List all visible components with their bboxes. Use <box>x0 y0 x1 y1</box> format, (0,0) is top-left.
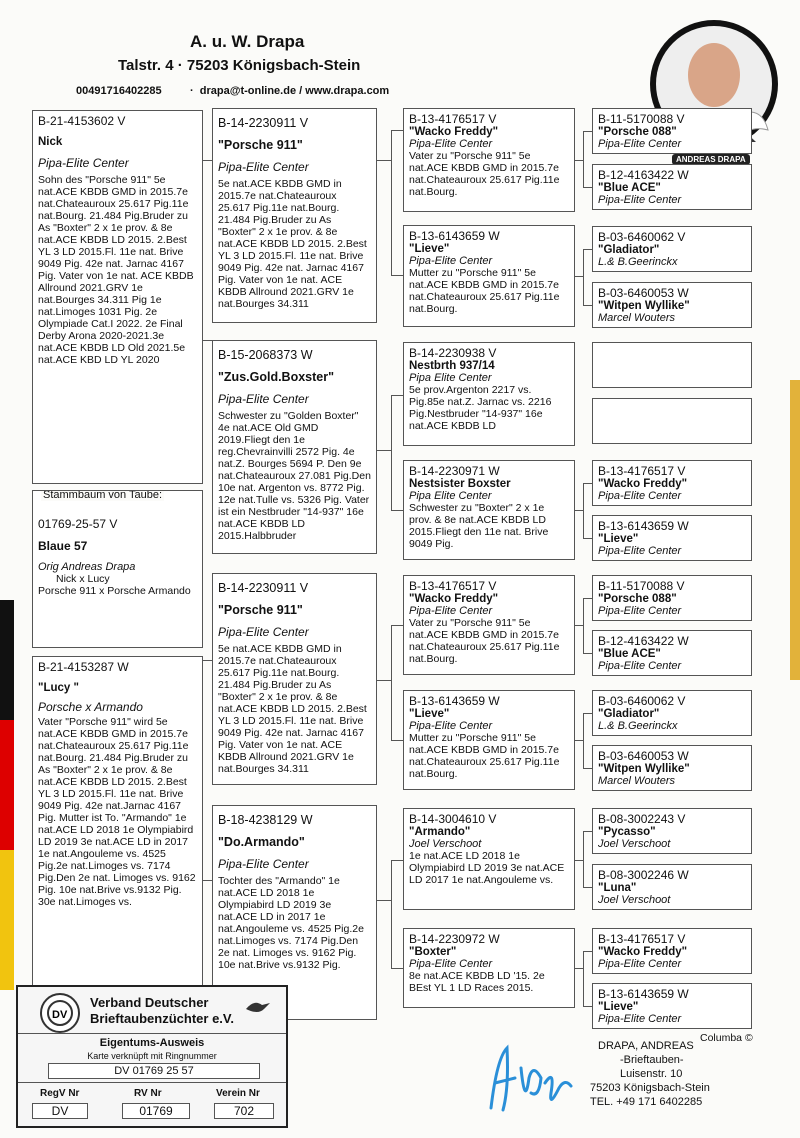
gen4-card-3 <box>592 226 752 272</box>
rv-value: 01769 <box>122 1103 190 1119</box>
connector-line <box>377 900 391 901</box>
connector-line <box>575 968 583 969</box>
footer-phone: TEL. +49 171 6402285 <box>590 1096 703 1108</box>
gen3-name: "Boxter" <box>409 946 457 958</box>
gen4-ring: B-13-6143659 W <box>598 519 689 533</box>
connector-line <box>391 395 392 510</box>
gen4-name: "Lieve" <box>598 533 639 545</box>
gen4-origin: Pipa-Elite Center <box>598 605 682 617</box>
gen4-card-14 <box>592 864 752 910</box>
gen4-name: "Wacko Freddy" <box>598 946 688 958</box>
connector-line <box>583 887 592 888</box>
connector-line <box>377 160 391 161</box>
connector-line <box>583 831 592 832</box>
footer-city: 75203 Königsbach-Stein <box>590 1082 710 1094</box>
contact-text: drapa@t-online.de / www.drapa.com <box>199 85 390 97</box>
subject-origin: Orig Andreas Drapa <box>38 561 136 573</box>
connector-line <box>575 740 583 741</box>
connector-line <box>583 483 592 484</box>
gen3-card-8 <box>403 928 575 1008</box>
gen4-name: "Blue ACE" <box>598 648 661 660</box>
dam-text: Vater "Porsche 911" wird 5e nat.ACE KBDB GMD in 2015.7e nat.Chateauroux 25.617 Pig.11e nat.Bourg. 21.484 Pig.Bruder zu As "Boxter" 2 x 1e prov. & 8e nat.ACE KBDB LD 2015. 2.Best YL 3 LD 2015.Fl. 11e nat. Brive 9049 Pig. 42e nat.Jarnac 4167 Pig. Mutter ist To. "Armando" 1e nat.ACE LD 2018 1e Olympiabird LD 2019 3e nat.ACE LD in 2017 1e nat.Angouleme vs. 4525 Pig.2e nat.Limoges vs. 7174 Pig.Den 2e nat. Limoges vs. 9162 Pig. 10e nat.Brive vs.9132 Pig. 30e nat.Limoges vs. <box>38 716 196 908</box>
sire-card <box>32 110 203 484</box>
connector-line <box>583 305 592 306</box>
connector-line <box>583 131 592 132</box>
connector-line <box>583 713 592 714</box>
subject-parents: Nick x Lucy <box>56 573 110 585</box>
connector-line <box>583 187 592 188</box>
gen2-name: "Zus.Gold.Boxster" <box>218 370 335 384</box>
gen4-origin: Pipa-Elite Center <box>598 138 682 150</box>
connector-line <box>575 625 583 626</box>
subject-card <box>32 490 203 648</box>
gen3-card-7 <box>403 808 575 910</box>
gen2-ring: B-18-4238129 W <box>218 813 313 827</box>
gen4-ring: B-13-4176517 V <box>598 932 686 946</box>
gen3-ring: B-13-6143659 W <box>409 694 500 708</box>
breeder-contact: · drapa@t-online.de / www.drapa.com <box>190 85 390 97</box>
gen3-name: "Wacko Freddy" <box>409 593 499 605</box>
association-name-1: Verband Deutscher <box>90 995 209 1010</box>
association-logo-icon <box>40 993 80 1033</box>
gen4-ring: B-08-3002243 V <box>598 812 686 826</box>
card-divider <box>18 1082 286 1083</box>
connector-line <box>583 768 592 769</box>
connector-line <box>583 249 584 305</box>
gen4-origin: Pipa-Elite Center <box>598 1013 682 1025</box>
footer-name: DRAPA, ANDREAS <box>598 1040 694 1052</box>
gen2-origin: Pipa-Elite Center <box>218 625 309 639</box>
gen3-card-1 <box>403 108 575 212</box>
gen4-card-11 <box>592 690 752 736</box>
signature-icon <box>485 1038 575 1118</box>
gen4-name: "Wacko Freddy" <box>598 478 688 490</box>
connector-line <box>391 625 392 740</box>
connector-line <box>391 625 403 626</box>
gen4-card-13 <box>592 808 752 854</box>
gen4-card-15 <box>592 928 752 974</box>
gen3-ring: B-13-4176517 V <box>409 579 497 593</box>
gen3-name: "Lieve" <box>409 243 450 255</box>
sire-origin: Pipa-Elite Center <box>38 156 129 170</box>
gen4-ring: B-11-5170088 V <box>598 112 685 126</box>
gen4-origin: Pipa-Elite Center <box>598 545 682 557</box>
gen3-origin: Pipa-Elite Center <box>409 255 493 267</box>
gen2-card-3 <box>212 573 377 785</box>
connector-line <box>391 510 403 511</box>
gen4-card-10 <box>592 630 752 676</box>
connector-line <box>391 130 403 131</box>
connector-line <box>583 713 584 768</box>
dam-ring: B-21-4153287 W <box>38 660 129 674</box>
gen4-origin: L.& B.Geerinckx <box>598 720 678 732</box>
connector-line <box>575 860 583 861</box>
association-name-2: Brieftaubenzüchter e.V. <box>90 1011 235 1026</box>
gen4-card-12 <box>592 745 752 791</box>
gen3-name: Nestsister Boxster <box>409 478 511 490</box>
gen3-ring: B-14-2230971 W <box>409 464 500 478</box>
connector-line <box>583 598 584 653</box>
pigeon-emblem-icon <box>244 997 272 1017</box>
connector-line <box>583 538 592 539</box>
gen4-ring: B-13-6143659 W <box>598 987 689 1001</box>
connector-line <box>203 660 212 661</box>
connector-line <box>391 860 392 968</box>
connector-line <box>583 1006 592 1007</box>
gen4-name: "Lieve" <box>598 1001 639 1013</box>
gen3-origin: Pipa-Elite Center <box>409 720 493 732</box>
sire-name: Nick <box>38 136 63 148</box>
gen2-card-1 <box>212 108 377 323</box>
right-edge-stripe <box>790 380 800 680</box>
card-title: Eigentums-Ausweis <box>99 1037 205 1049</box>
gen2-name: "Porsche 911" <box>218 138 303 152</box>
footer-credit: Columba © <box>700 1032 753 1044</box>
svg-text:D: D <box>52 1009 60 1021</box>
gen2-text: 5e nat.ACE KBDB GMD in 2015.7e nat.Chateauroux 25.617 Pig.11e nat.Bourg. 21.484 Pig.Bruder zu As "Boxter" 2 x 1e prov. & 8e nat.ACE KBDB LD 2015. 2.Best YL 3 LD 2015.Fl. 11e nat. Brive 9049 Pig. 42e nat. Jarnac 4167 Pig. Vater von 1e nat. ACE KBDB Allround 2021.GRV 1e nat.Bourges 34.311 <box>218 643 367 775</box>
gen4-ring: B-12-4163422 W <box>598 634 689 648</box>
flag-stripe-black <box>0 600 14 720</box>
gen2-text: Schwester zu "Golden Boxter" 4e nat.ACE Old GMD 2019.Fliegt den 1e reg.Chevrainvilli 2572 Pig. 4e nat.Z. Bourges 5694 P. Den 9e nat.Chateauroux 27.081 Pig.Den 10e nat. Argenton vs. 8772 Pig. 12e nat.Tulle vs. 5326 Pig. Vater ist ein Nestbruder "14-937" 16e nat.ACE KBDB LD 2015.Halbbruder <box>218 410 371 542</box>
gen4-card-9 <box>592 575 752 621</box>
gen3-name: "Armando" <box>409 826 471 838</box>
gen4-name: "Gladiator" <box>598 244 660 256</box>
gen4-ring: B-08-3002246 W <box>598 868 689 882</box>
col-regv-header: RegV Nr <box>40 1088 80 1099</box>
gen2-card-2 <box>212 340 377 554</box>
gen4-card-16 <box>592 983 752 1029</box>
ownership-card <box>16 985 288 1128</box>
gen3-origin: Pipa Elite Center <box>409 490 492 502</box>
gen4-card-4 <box>592 282 752 328</box>
breeder-name: A. u. W. Drapa <box>190 32 305 51</box>
connector-line <box>583 831 584 887</box>
connector-line <box>583 951 584 1006</box>
connector-line <box>391 275 403 276</box>
photo-label: ANDREAS DRAPA <box>672 154 750 165</box>
gen3-card-6 <box>403 690 575 790</box>
sire-ring: B-21-4153602 V <box>38 114 126 128</box>
gen4-ring: B-13-4176517 V <box>598 464 686 478</box>
gen2-ring: B-14-2230911 V <box>218 581 309 595</box>
connector-line <box>391 740 403 741</box>
gen4-origin: Pipa-Elite Center <box>598 194 682 206</box>
gen2-origin: Pipa-Elite Center <box>218 392 309 406</box>
gen4-name: "Witpen Wyllike" <box>598 300 690 312</box>
gen3-name: Nestbrth 937/14 <box>409 360 495 372</box>
connector-line <box>583 249 592 250</box>
gen2-origin: Pipa-Elite Center <box>218 857 309 871</box>
gen4-name: "Pycasso" <box>598 826 656 838</box>
dam-origin: Porsche x Armando <box>38 700 143 714</box>
gen3-card-4 <box>403 460 575 560</box>
connector-line <box>575 160 583 161</box>
sire-text: Sohn des "Porsche 911" 5e nat.ACE KBDB GMD in 2015.7e nat.Chateauroux 25.617 Pig.11e nat.Bourg. 21.484 Pig.Bruder zu As "Boxter" 2 x 1e prov. & 8e nat.ACE KBDB LD 2015. 2.Best YL 3 LD 2015.Fl. 11e nat. Brive 9049 Pig. 42e nat. Jarnac 4167 Pig. Vater von 1e nat. ACE KBDB Allround 2021.GRV 1e nat.Bourges 34.311 Pig 1e nat.Limoges 1031 Pig. 2e Olympiade Cat.I 2022. 2e Final Derby Arona 2020-2021.3e nat.ACE KBDB LD Old 2021.5e nat.ACE KBD LD YL 2020 <box>38 174 194 366</box>
regv-value: DV <box>32 1103 88 1119</box>
gen3-text: Vater zu "Porsche 911" 5e nat.ACE KBDB GMD in 2015.7e nat.Chateauroux 25.617 Pig.11e nat.Bourg. <box>409 617 560 665</box>
gen4-ring: B-12-4163422 W <box>598 168 689 182</box>
gen3-origin: Pipa Elite Center <box>409 372 492 384</box>
connector-line <box>575 510 583 511</box>
gen3-name: "Wacko Freddy" <box>409 126 499 138</box>
connector-line <box>575 276 583 277</box>
gen3-card-5 <box>403 575 575 675</box>
dam-name: "Lucy " <box>38 682 79 694</box>
gen3-ring: B-13-6143659 W <box>409 229 500 243</box>
gen4-name: "Porsche 088" <box>598 126 677 138</box>
gen4-origin: Joel Verschoot <box>598 838 671 850</box>
connector-line <box>203 340 212 341</box>
gen3-origin: Pipa-Elite Center <box>409 138 493 150</box>
gen4-card-8 <box>592 515 752 561</box>
gen3-text: Vater zu "Porsche 911" 5e nat.ACE KBDB GMD in 2015.7e nat.Chateauroux 25.617 Pig.11e nat.Bourg. <box>409 150 560 198</box>
gen2-ring: B-15-2068373 W <box>218 348 313 362</box>
footer-street: Luisenstr. 10 <box>620 1068 683 1080</box>
flag-stripe-red <box>0 720 14 850</box>
dam-card <box>32 656 203 986</box>
gen3-card-3 <box>403 342 575 446</box>
connector-line <box>391 395 403 396</box>
connector-line <box>391 130 392 275</box>
flag-stripe-gold <box>0 850 14 990</box>
connector-line <box>203 160 212 161</box>
verein-value: 702 <box>214 1103 274 1119</box>
signature <box>485 1038 575 1118</box>
gen4-origin: L.& B.Geerinckx <box>598 256 678 268</box>
card-divider <box>18 1033 286 1034</box>
gen4-card-6 <box>592 398 752 444</box>
gen2-name: "Do.Armando" <box>218 835 305 849</box>
subject-grandparents: Porsche 911 x Porsche Armando <box>38 585 191 597</box>
gen4-ring: B-03-6460053 W <box>598 286 689 300</box>
gen4-card-5 <box>592 342 752 388</box>
gen2-origin: Pipa-Elite Center <box>218 160 309 174</box>
gen4-ring: B-03-6460053 W <box>598 749 689 763</box>
gen4-name: "Porsche 088" <box>598 593 677 605</box>
gen3-name: "Lieve" <box>409 708 450 720</box>
gen4-ring: B-03-6460062 V <box>598 694 686 708</box>
gen3-text: Mutter zu "Porsche 911" 5e nat.ACE KBDB GMD in 2015.7e nat.Chateauroux 25.617 Pig.11e nat.Bourg. <box>409 732 560 780</box>
gen4-name: "Gladiator" <box>598 708 660 720</box>
gen3-ring: B-14-2230972 W <box>409 932 500 946</box>
connector-line <box>583 951 592 952</box>
gen2-text: Tochter des "Armando" 1e nat.ACE LD 2018 1e Olympiabird LD 2019 3e nat.ACE LD in 2017 1e nat.Angouleme vs. 4525 Pig.2e nat.Limoges vs. 7174 Pig.Den 2e nat. Limoges vs. 9162 Pig. 10e nat.Brive vs.9132 Pig. <box>218 875 364 971</box>
connector-line <box>391 968 403 969</box>
connector-line <box>391 860 403 861</box>
breeder-phone: 00491716402285 <box>76 85 162 97</box>
connector-line <box>583 598 592 599</box>
svg-text:V: V <box>60 1009 68 1021</box>
gen4-ring: B-11-5170088 V <box>598 579 685 593</box>
breeder-address: Talstr. 4 · 75203 Königsbach-Stein <box>118 57 361 74</box>
gen3-origin: Pipa-Elite Center <box>409 605 493 617</box>
gen3-ring: B-14-2230938 V <box>409 346 497 360</box>
gen4-ring: B-03-6460062 V <box>598 230 686 244</box>
subject-label: Stammbaum von Taube: <box>43 490 163 501</box>
gen3-card-2 <box>403 225 575 327</box>
col-rv-header: RV Nr <box>134 1088 162 1099</box>
card-subtitle: Karte verknüpft mit Ringnummer <box>87 1051 217 1061</box>
gen3-origin: Pipa-Elite Center <box>409 958 493 970</box>
subject-name: Blaue 57 <box>38 539 88 553</box>
subject-ring: 01769-25-57 V <box>38 517 118 531</box>
gen3-text: 1e nat.ACE LD 2018 1e Olympiabird LD 2019 3e nat.ACE LD 2017 1e nat.Angouleme vs. <box>409 850 565 886</box>
gen4-origin: Marcel Wouters <box>598 775 676 787</box>
gen2-text: 5e nat.ACE KBDB GMD in 2015.7e nat.Chateauroux 25.617 Pig.11e nat.Bourg. 21.484 Pig.Bruder zu As "Boxter" 2 x 1e prov. & 8e nat.ACE KBDB LD 2015. 2.Best YL 3 LD 2015.Fl. 11e nat. Brive 9049 Pig. 42e nat. Jarnac 4167 Pig. Vater von 1e nat. ACE KBDB Allround 2021.GRV 1e nat.Bourges 34.311 <box>218 178 367 310</box>
gen2-ring: B-14-2230911 V <box>218 116 309 130</box>
gen4-card-2 <box>592 164 752 210</box>
gen4-name: "Blue ACE" <box>598 182 661 194</box>
gen4-card-7 <box>592 460 752 506</box>
gen4-card-1 <box>592 108 752 154</box>
gen3-origin: Joel Verschoot <box>409 838 482 850</box>
gen3-ring: B-14-3004610 V <box>409 812 497 826</box>
card-ring-number: DV 01769 25 57 <box>48 1063 260 1079</box>
gen4-name: "Witpen Wyllike" <box>598 763 690 775</box>
gen3-text: Mutter zu "Porsche 911" 5e nat.ACE KBDB GMD in 2015.7e nat.Chateauroux 25.617 Pig.11e nat.Bourg. <box>409 267 560 315</box>
footer-line2: -Brieftauben- <box>620 1054 684 1066</box>
gen4-origin: Joel Verschoot <box>598 894 671 906</box>
gen2-name: "Porsche 911" <box>218 603 303 617</box>
gen4-origin: Pipa-Elite Center <box>598 490 682 502</box>
gen3-text: 5e prov.Argenton 2217 vs. Pig.85e nat.Z. Jarnac vs. 2216 Pig.Nestbruder "14-937" 16e nat.ACE KBDB LD <box>409 384 552 432</box>
gen4-origin: Pipa-Elite Center <box>598 660 682 672</box>
gen4-origin: Pipa-Elite Center <box>598 958 682 970</box>
connector-line <box>377 680 391 681</box>
gen4-name: "Luna" <box>598 882 637 894</box>
connector-line <box>583 131 584 187</box>
gen4-origin: Marcel Wouters <box>598 312 676 324</box>
gen3-ring: B-13-4176517 V <box>409 112 497 126</box>
connector-line <box>203 880 212 881</box>
connector-line <box>377 450 391 451</box>
col-verein-header: Verein Nr <box>216 1088 260 1099</box>
connector-line <box>583 483 584 538</box>
gen3-text: 8e nat.ACE KBDB LD '15. 2e BEst YL 1 LD Races 2015. <box>409 970 545 994</box>
gen3-text: Schwester zu "Boxter" 2 x 1e prov. & 8e nat.ACE KBDB LD 2015.Fliegt den 11e nat. Brive 9049 Pig. <box>409 502 549 550</box>
connector-line <box>583 653 592 654</box>
